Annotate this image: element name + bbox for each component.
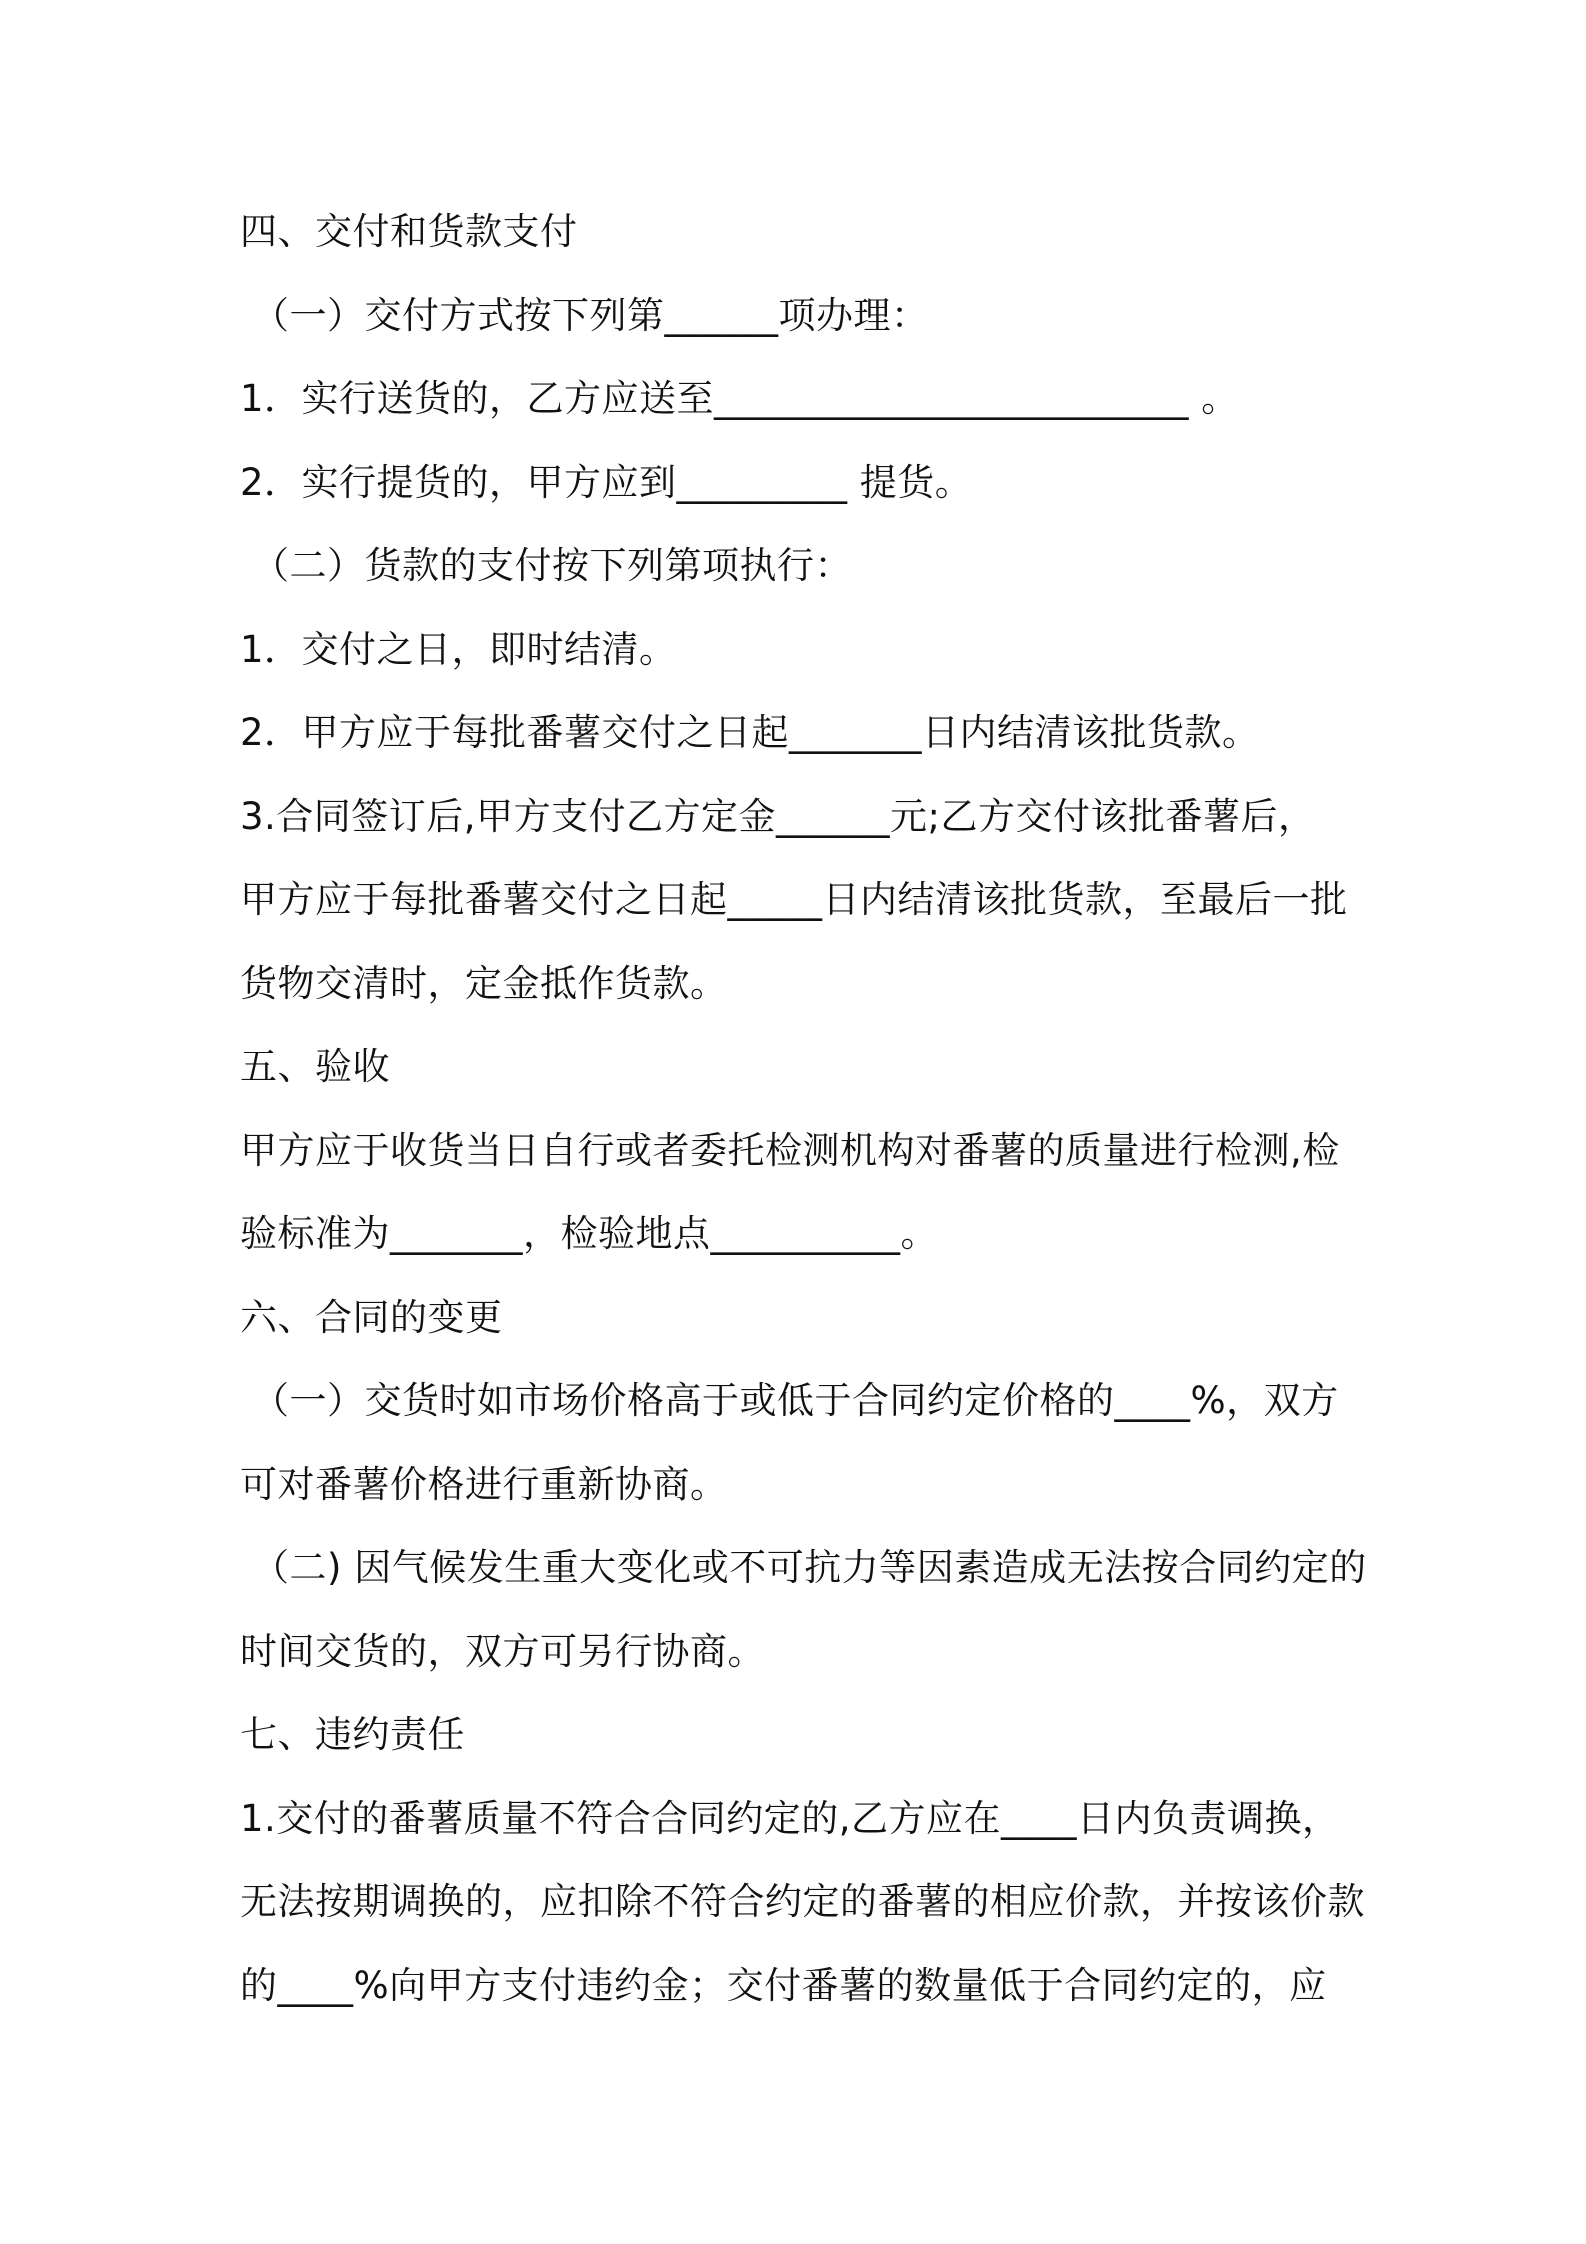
paragraph-line: （一）交付方式按下列第______项办理： bbox=[252, 293, 929, 337]
paragraph-line: 2．实行提货的，甲方应到_________ 提货。 bbox=[240, 460, 973, 504]
paragraph-line: 1．交付之日，即时结清。 bbox=[240, 627, 677, 671]
paragraph-line: （一）交货时如市场价格高于或低于合同约定价格的____%，双方 bbox=[252, 1379, 1339, 1422]
paragraph-line: 甲方应于收货当日自行或者委托检测机构对番薯的质量进行检测,检 bbox=[240, 1128, 1340, 1172]
paragraph-line: 的____%向甲方支付违约金；交付番薯的数量低于合同约定的，应 bbox=[240, 1963, 1327, 2007]
paragraph-line: （二）货款的支付按下列第项执行： bbox=[252, 544, 852, 587]
paragraph-line: （二) 因气候发生重大变化或不可抗力等因素造成无法按合同约定的 bbox=[252, 1546, 1367, 1589]
document-body bbox=[240, 190, 1365, 2027]
section-heading: 五、验收 bbox=[240, 1045, 390, 1088]
section-heading: 六、合同的变更 bbox=[240, 1295, 503, 1339]
paragraph-line: 验标准为_______，检验地点__________。 bbox=[240, 1212, 938, 1255]
paragraph-line: 3.合同签订后,甲方支付乙方定金______元;乙方交付该批番薯后， bbox=[240, 794, 1316, 838]
paragraph-line: 时间交货的，双方可另行协商。 bbox=[240, 1629, 765, 1673]
section-heading: 七、违约责任 bbox=[240, 1713, 465, 1756]
paragraph-line: 无法按期调换的，应扣除不符合约定的番薯的相应价款，并按该价款 bbox=[240, 1880, 1365, 1923]
paragraph-line: 可对番薯价格进行重新协商。 bbox=[240, 1462, 728, 1506]
paragraph-line: 2．甲方应于每批番薯交付之日起_______日内结清该批货款。 bbox=[240, 711, 1260, 754]
paragraph-line: 1．实行送货的，乙方应送至_________________________ 。 bbox=[240, 377, 1239, 420]
section-heading: 四、交付和货款支付 bbox=[240, 210, 578, 253]
paragraph-line: 1.交付的番薯质量不符合合同约定的,乙方应在____日内负责调换， bbox=[240, 1796, 1340, 1840]
paragraph-line: 货物交清时，定金抵作货款。 bbox=[240, 961, 728, 1005]
paragraph-line: 甲方应于每批番薯交付之日起_____日内结清该批货款，至最后一批 bbox=[240, 878, 1348, 921]
